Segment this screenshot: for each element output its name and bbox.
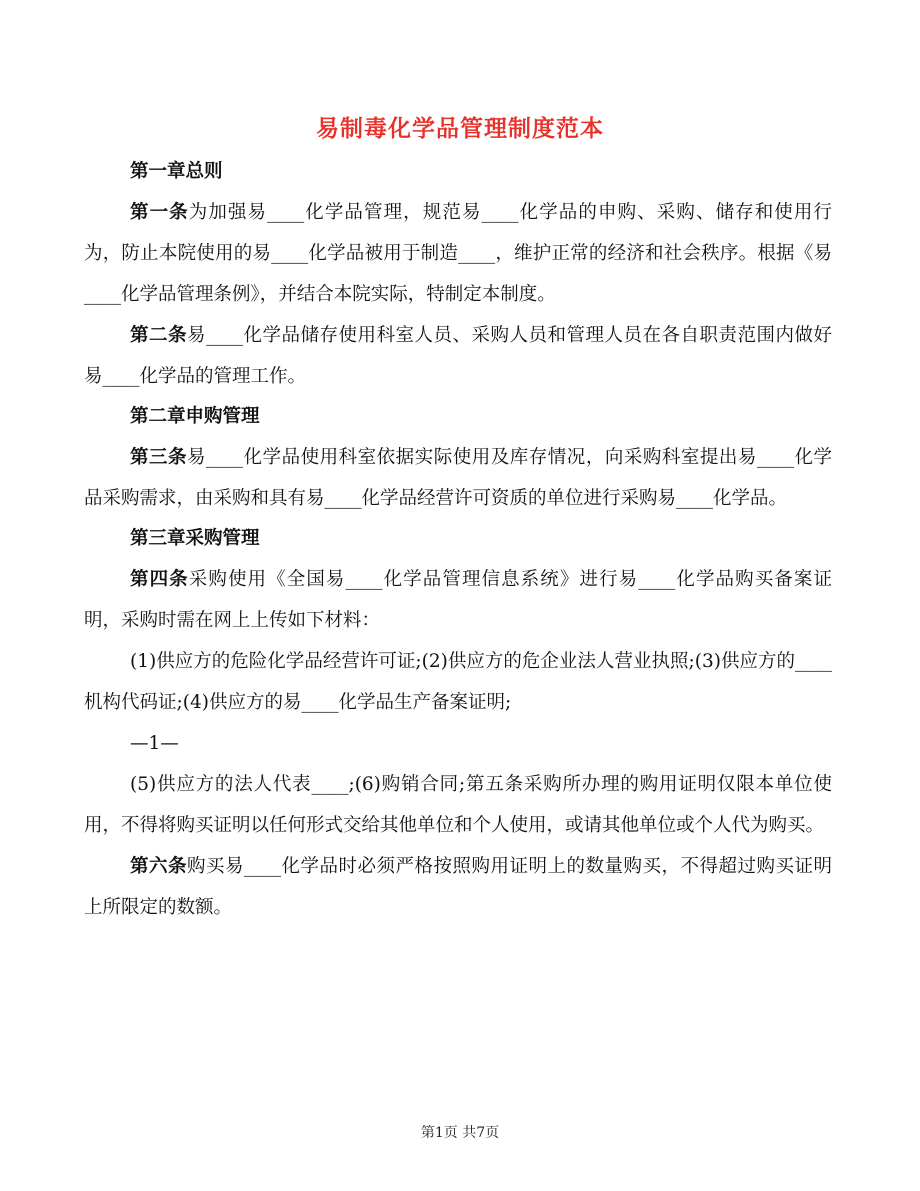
inline-page-number: —1—	[130, 733, 179, 754]
article-paragraph	[84, 559, 832, 641]
material-list-paragraph: (5)供应方的法人代表____;(6)购销合同;第五条采购所办理的购用证明仅限本单位使用，不得将购买证明以任何形式交给其他单位和个人使用，或请其他单位或个人代为购买。	[84, 774, 832, 836]
article-text: 购买易____化学品时必须严格按照购用证明上的数量购买，不得超过购买证明上所限定的数额。	[84, 856, 832, 918]
article-number: 第三条	[130, 447, 188, 468]
document-body	[84, 152, 832, 928]
chapter-heading: 第二章申购管理	[130, 406, 260, 427]
article-number: 第二条	[130, 325, 187, 346]
article-number: 第四条	[130, 569, 189, 590]
article-text: 易____化学品使用科室依据实际使用及库存情况，向采购科室提出易____化学品采购需求，由采购和具有易____化学品经营许可资质的单位进行采购易____化学品。	[84, 447, 832, 509]
article-paragraph	[84, 192, 832, 315]
material-list-paragraph: (1)供应方的危险化学品经营许可证;(2)供应方的危企业法人营业执照;(3)供应方的____机构代码证;(4)供应方的易____化学品生产备案证明;	[84, 651, 832, 713]
article-paragraph	[84, 846, 832, 928]
page-footer-pagination: 第1页 共7页	[420, 1125, 500, 1141]
chapter-heading: 第一章总则	[130, 161, 223, 182]
article-paragraph	[84, 437, 832, 519]
article-text: 采购使用《全国易____化学品管理信息系统》进行易____化学品购买备案证明，采购时需在网上上传如下材料：	[84, 569, 832, 631]
article-number: 第一条	[130, 202, 189, 223]
document-title: 易制毒化学品管理制度范本	[316, 115, 604, 142]
article-text: 为加强易____化学品管理，规范易____化学品的申购、采购、储存和使用行为，防止本院使用的易____化学品被用于制造____，维护正常的经济和社会秩序。根据《易____化学品管理条例》，并结合本院实际，特制定本制度。	[84, 202, 832, 305]
article-paragraph	[84, 315, 832, 397]
article-text: 易____化学品储存使用科室人员、采购人员和管理人员在各自职责范围内做好易____化学品的管理工作。	[84, 325, 832, 387]
chapter-heading: 第三章采购管理	[130, 528, 260, 549]
article-number: 第六条	[130, 856, 187, 877]
